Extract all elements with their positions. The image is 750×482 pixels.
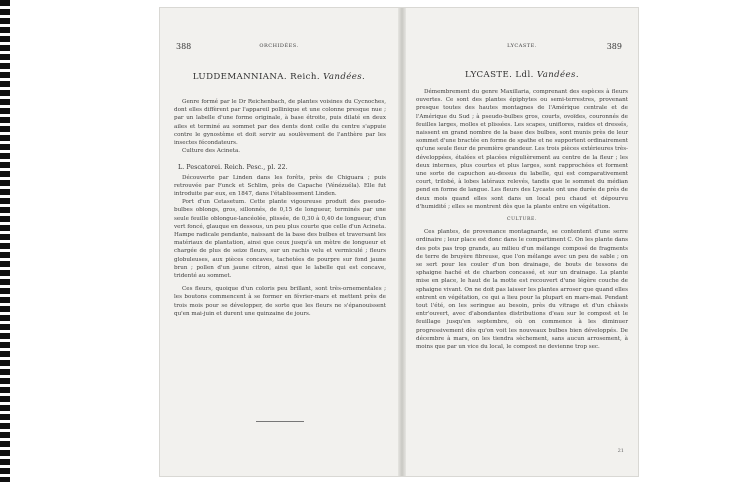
left-page-number: 388 <box>176 42 192 51</box>
left-species-paragraph: Découverte par Linden dans les forêts, près de Chiguara ; puis retrouvée par Funck et Schlim, près de Capache (Vénézuéla). Elle fut introduite par eux, en 1847, dans l'établissement Linden. <box>174 174 386 198</box>
right-signature-mark: 21 <box>617 448 624 454</box>
right-page-number: 389 <box>606 42 622 51</box>
left-species-heading: L. Pescatorei. Reich. Pesc., pl. 22. <box>178 163 288 172</box>
left-genus-name: LUDDEMANNIANA. Reich. <box>192 72 320 82</box>
book-gutter <box>398 8 406 476</box>
left-running-head <box>170 42 388 52</box>
left-page-body <box>174 98 386 318</box>
right-running-head <box>416 42 628 52</box>
left-culture-note: Culture des Acineta. <box>182 148 241 155</box>
left-intro-paragraph: Genre formé par le Dr Reichenbach, de plantes voisines du Cycnoches, dont elles diffèrent par l'appareil pollinique et une colonne presque nue ; par un labelle d'une forme originale, à base étroite, puis dilaté en deux ailes et terminé au sommet par des dents dont celle du centre s'appuie contre le gynostème et doit servir au soulèvement de l'anthère par les insectes fécondateurs. <box>174 99 386 147</box>
left-genus-tribe: Vandées. <box>323 72 366 82</box>
left-species-paragraph: Ces fleurs, quoique d'un coloris peu brillant, sont très-ornementales ; les boutons commencent à se former en février-mars et mettent près de trois mois pour se développer, de sorte que les fleurs ne s'épanouissent qu'en mai-juin et durent une quinzaine de jours. <box>174 286 386 317</box>
right-page <box>406 8 638 476</box>
right-genus-tribe: Vandées. <box>536 70 579 80</box>
right-running-title: LYCASTE. <box>507 43 537 49</box>
left-species-paragraph: Port d'un Cetasetum. Cette plante vigoureuse produit des pseudo-bulbes oblongs, gros, sillonnés, de 0,15 de longueur, terminés par une seule feuille oblongue-lancéolée, plissée, de 0,30 à 0,40 de longueur, d'un vert foncé, glauque en dessous, un peu plus courte que celle d'un Acineta. Hampe radicale pendante, naissant de la base des bulbes et traversant les matériaux de plantation, ainsi que ceux jusqu'à un mètre de longueur et chargée de plus de seize fleurs, sur un rachis velu et vermiculé ; fleurs globuleuses, aux pièces concaves, tachetées de pourpre sur fond jaune brun ; pollen d'un jaune citron, ainsi que le labelle qui est concave, tridenté au sommet. <box>174 199 386 280</box>
left-genus-title <box>160 72 398 82</box>
left-page <box>160 8 398 476</box>
right-description-paragraph: Démembrement du genre Maxillaria, comprenant des espèces à fleurs ouvertes. Ce sont des plantes épiphytes ou semi-terrestres, provenant presque toutes des hautes montagnes de l'Amérique centrale et de l'Amérique du Sud ; à pseudo-bulbes gros, courts, ovoïdes, couronnés de feuilles larges, molles et plissées. Les scapes, uniflores, raides et dressés, naissent en grand nombre de la base des bulbes, sont munis près de leur sommet d'une bractée en forme de spathe et ne supportent ordinairement qu'une seule fleur de première grandeur. Les trois pièces extérieures très-développées, étalées et placées régulièrement au centre de la fleur ; les deux internes, plus courtes et plus larges, sont rapprochées et forment une sorte de capuchon au-dessus du labelle, qui est comparativement court, trilobé, à lobes latéraux relevés, tandis que le sommet du médian pend en forme de langue. Les fleurs des Lycaste ont une durée de près de deux mois quand elles sont dans un local peu chaud et dépourvu d'humidité ; elles se montrent dès que la plante entre en végétation. <box>416 89 628 210</box>
right-culture-paragraph: Ces plantes, de provenance montagnarde, se contentent d'une serre ordinaire ; leur place est donc dans le compartiment C. On les plante dans des pots pas trop grands, au milieu d'un mélange composé de fragments de terre de bruyère fibreuse, que l'on mélange avec un peu de sable ; on se sert pour les couler d'un bon drainage, de bouts de tessons de sphaigne haché et de charbon concassé, et sur un drainage. La plante mise en place, le haut de la motte est recouvert d'une légère couche de sphaigne vivant. On ne doit pas laisser les plantes arroser que quand elles entrent en végétation, ce qui a lieu pour la plupart en mars-mai. Pendant tout l'été, on les seringue au besoin, près du vitrage et d'un châssis entr'ouvert, avec d'abondantes distributions d'eau sur le compost et le feuillage jusqu'en septembre, où on commence à les diminuer progressivement dès qu'on voit les nouveaux bulbes bien développés. De décembre à mars, on les tiendra sèchement, sans aucun arrosement, à moins que par un vice du local, le compost ne devienne trop sec. <box>416 229 628 351</box>
right-page-body <box>416 88 628 351</box>
left-end-rule <box>256 421 304 422</box>
scanner-edge-strip <box>0 0 10 482</box>
right-culture-heading: CULTURE. <box>506 217 538 223</box>
left-running-title: ORCHIDÉES. <box>259 43 299 49</box>
right-genus-name: LYCASTE. Ldl. <box>465 70 534 80</box>
right-genus-title <box>406 70 638 80</box>
book-spread <box>160 8 638 476</box>
